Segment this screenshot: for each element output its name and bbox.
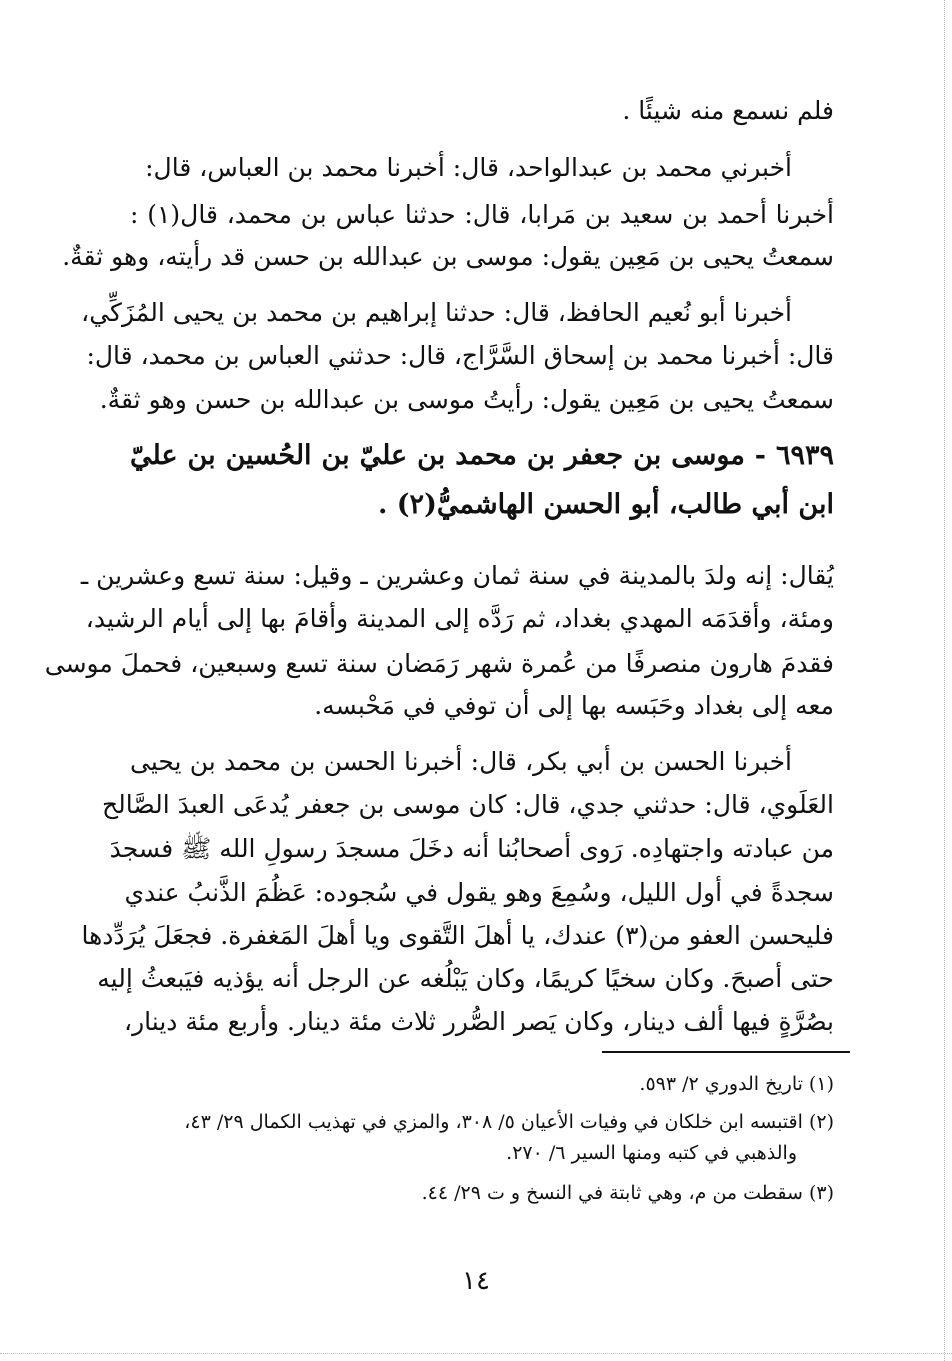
text-line: فلم نسمع منه شيئًا . [622,96,834,125]
text-line: فليحسن العفو من(٣) عندك، يا أهلَ التَّقوى ويا أهلَ المَغفرة. فجعَلَ يُرَدِّدها [81,921,834,950]
text-line: سجدةً في أول الليل، وسُمِعَ وهو يقول في سُجوده: عَظُمَ الذَّنبُ عندي [124,878,834,907]
entry-heading: ابن أبي طالب، أبو الحسن الهاشميُّ(٢) . [377,489,834,520]
text-line: العَلَوي، قال: حدثني جدي، قال: كان موسى بن جعفر يُدعَى العبدَ الصَّالح [102,790,834,819]
text-line: معه إلى بغداد وحَبَسه بها إلى أن توفي في مَحْبسه. [314,691,834,720]
footnote: والذهبي في كتبه ومنها السير ٦/ ٢٧٠. [506,1142,797,1164]
scan-edge [0,1353,952,1355]
text-line: بصُرَّةٍ فيها ألف دينار، وكان يَصر الصُّرر ثلاث مئة دينار. وأربع مئة دينار، [124,1007,834,1036]
text-line: سمعتُ يحيى بن مَعِين يقول: موسى بن عبدالله بن حسن قد رأيته، وهو ثقةٌ. [62,242,834,271]
text-line: فقدمَ هارون منصرفًا من عُمرة شهر رَمَضان سنة تسع وسبعين، فحملَ موسى [44,649,834,678]
text-line: من عبادته واجتهادِه. رَوى أصحابُنا أنه دخَلَ مسجدَ رسولِ الله ﷺ فسجدَ [109,834,834,863]
text-line: أخبرني محمد بن عبدالواحد، قال: أخبرنا محمد بن العباس، قال: [145,153,792,182]
text-line: أخبرنا الحسن بن أبي بكر، قال: أخبرنا الحسن بن محمد بن يحيى [130,747,792,776]
text-line: يُقال: إنه ولدَ بالمدينة في سنة ثمان وعشرين ـ وقيل: سنة تسع وعشرين ـ [80,561,834,590]
footnote: (٢) اقتبسه ابن خلكان في وفيات الأعيان ٥/ ٣٠٨، والمزي في تهذيب الكمال ٢٩/ ٤٣، [184,1111,834,1133]
text-line: قال: أخبرنا محمد بن إسحاق السَّرَّاج، قال: حدثني العباس بن محمد، قال: [86,341,834,370]
text-line: حتى أصبحَ. وكان سخيًا كريمًا، وكان يَبْلُغه عن الرجل أنه يؤذيه فيَبعثُ إليه [97,964,834,993]
text-line: أخبرنا أبو نُعيم الحافظ، قال: حدثنا إبراهيم بن محمد بن يحيى المُزَكِّي، [81,298,792,327]
text-line: ومئة، وأقدَمَه المهدي بغداد، ثم رَدَّه إلى المدينة وأقامَ بها إلى أيام الرشيد، [85,604,834,633]
entry-heading: ٦٩٣٩ - موسى بن جعفر بن محمد بن عليّ بن الحُسين بن عليّ [130,440,834,471]
scan-edge [944,0,946,1361]
page-number: ١٤ [462,1266,490,1296]
footnote: (٣) سقطت من م، وهي ثابتة في النسخ و ت ٢٩/ ٤٤. [421,1182,834,1204]
footnote-separator [602,1051,850,1053]
text-line: أخبرنا أحمد بن سعيد بن مَرابا، قال: حدثنا عباس بن محمد، قال(١) : [130,200,834,229]
footnote: (١) تاريخ الدوري ٢/ ٥٩٣. [639,1073,834,1095]
text-line: سمعتُ يحيى بن مَعِين يقول: رأيتُ موسى بن عبدالله بن حسن وهو ثقةٌ. [99,385,834,414]
